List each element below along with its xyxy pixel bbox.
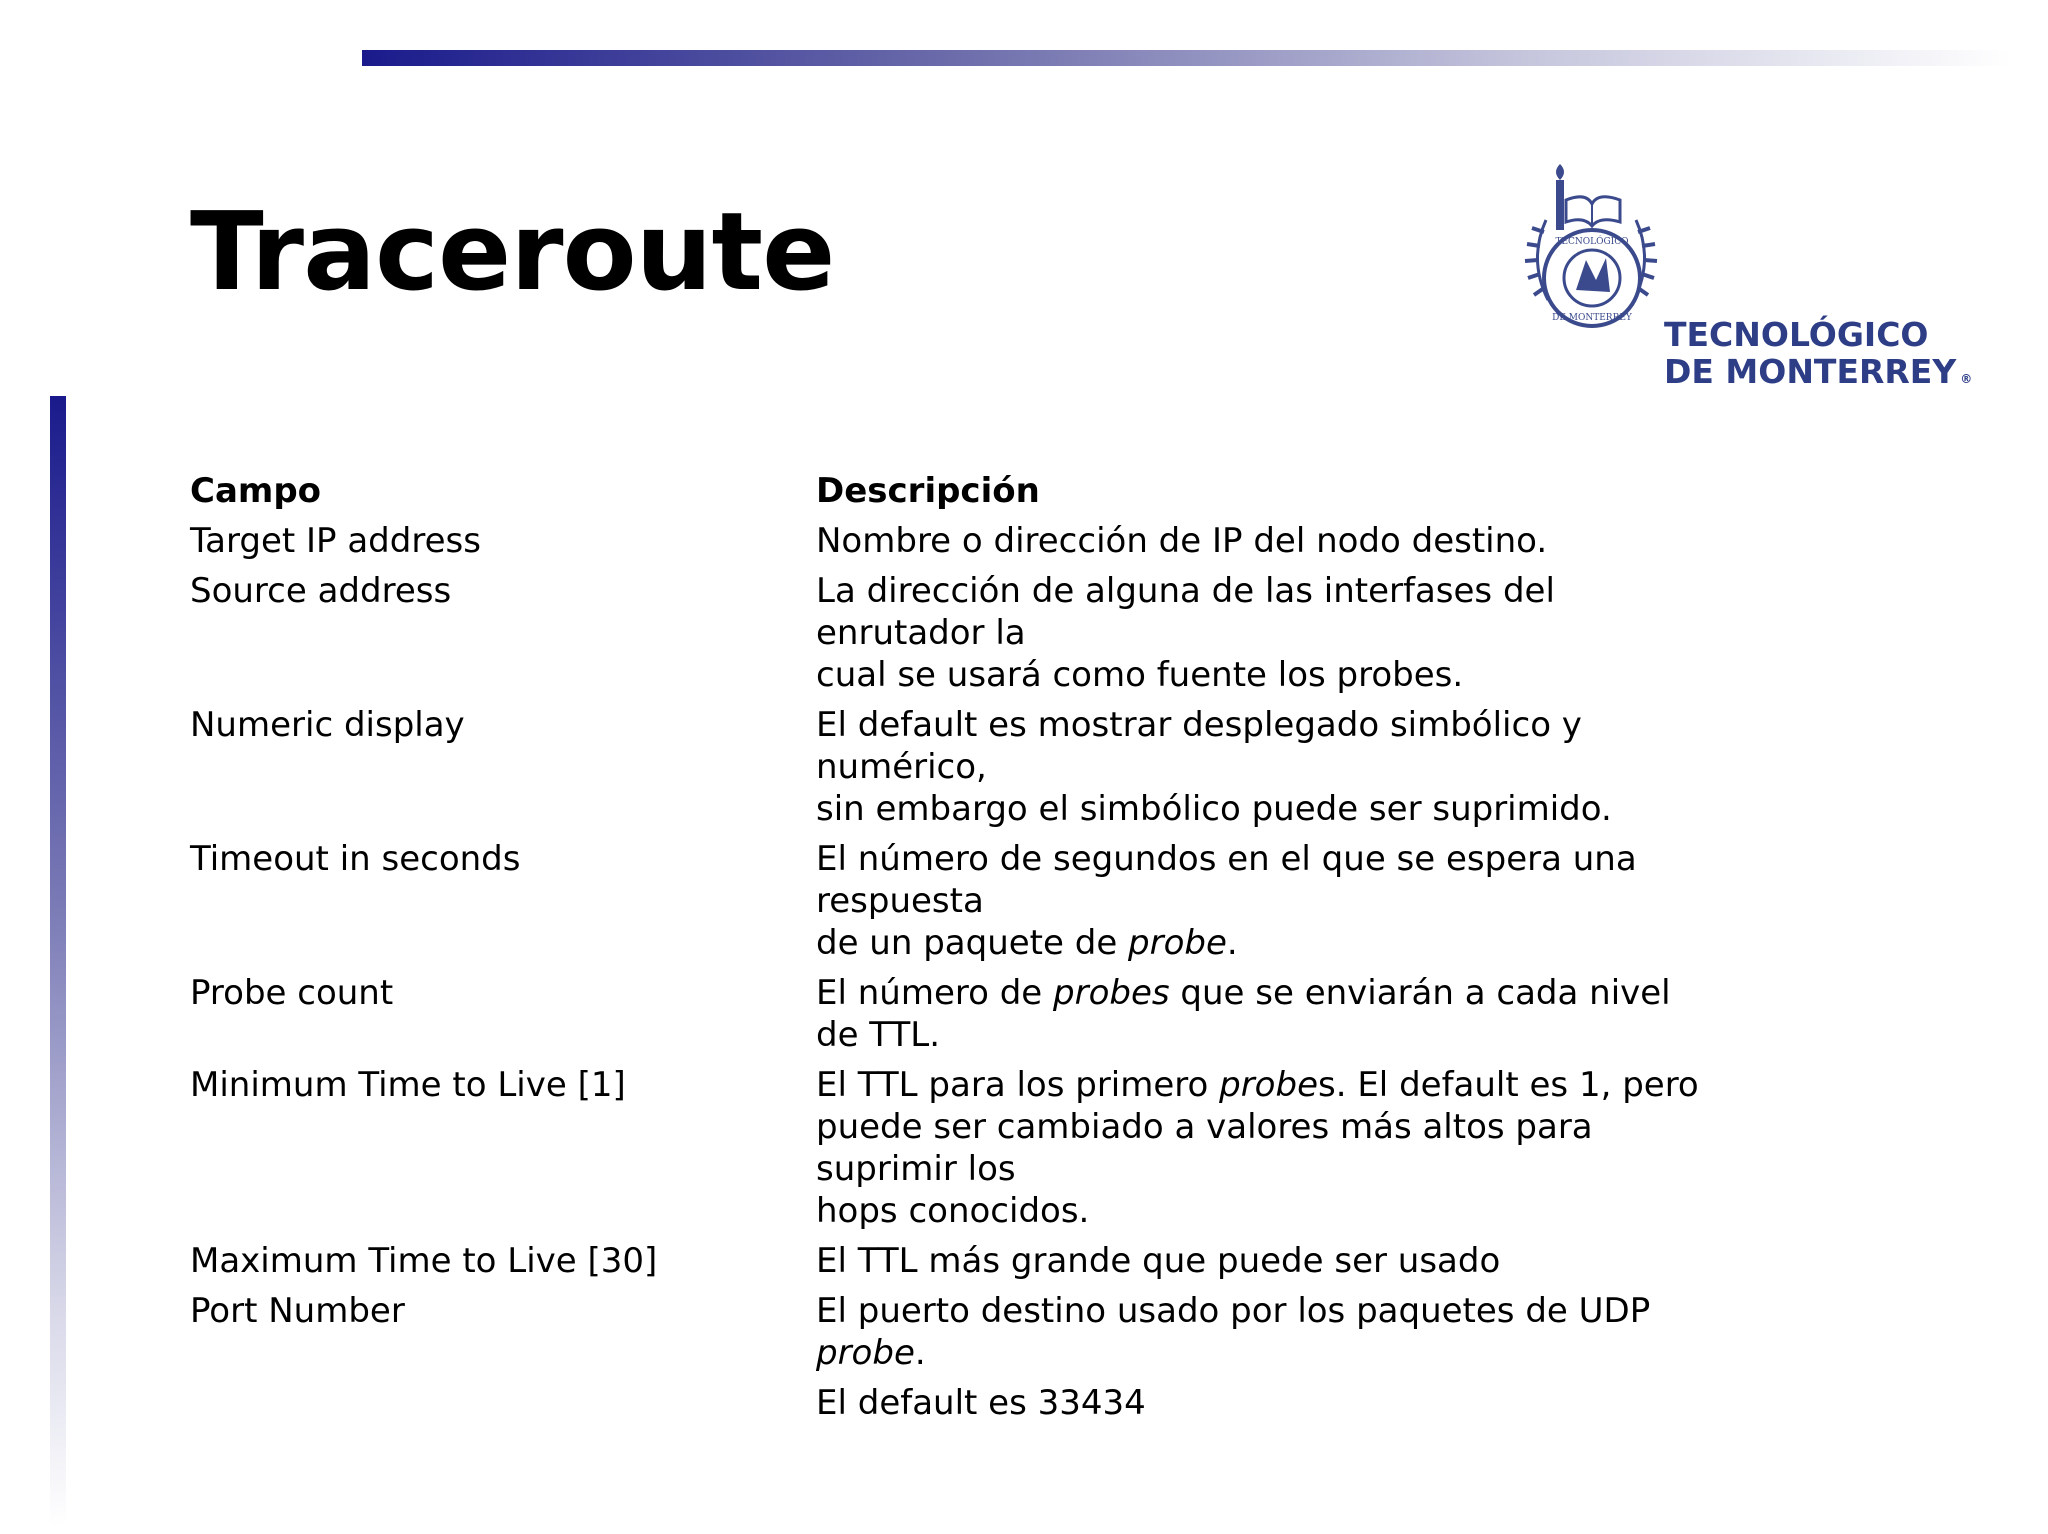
logo-line-2 (1664, 353, 1972, 398)
field-description (816, 704, 1716, 830)
description-line: cual se usará como fuente los probes. (816, 655, 1464, 695)
table-row (190, 704, 1750, 830)
description-line: Nombre o dirección de IP del nodo destino. (816, 521, 1548, 561)
seal-text: TECNOLÓGICO (1555, 237, 1629, 247)
logo-wordmark (1664, 242, 1972, 472)
table-header-row (190, 470, 1750, 512)
description-line: La dirección de alguna de las interfases del enrutador la (816, 571, 1555, 653)
field-name: Maximum Time to Live [30] (190, 1241, 658, 1281)
table-row (190, 520, 1750, 562)
logo-line-2-text: DE MONTERREY (1664, 352, 1957, 391)
field-name: Source address (190, 571, 452, 611)
field-name: Port Number (190, 1291, 405, 1331)
table-row (190, 1240, 1750, 1282)
registered-mark: ® (1960, 372, 1973, 386)
field-description (816, 520, 1716, 562)
description-line: El TTL para los primero probes. El default es 1, pero (816, 1065, 1699, 1105)
slide-title: Traceroute (190, 190, 835, 315)
description-line: El TTL más grande que puede ser usado (816, 1241, 1501, 1281)
field-name (190, 1382, 816, 1424)
description-line: hops conocidos. (816, 1191, 1090, 1231)
header-campo: Campo (190, 471, 322, 511)
field-name: Numeric display (190, 705, 465, 745)
field-description (816, 1382, 1716, 1424)
description-line: de un paquete de probe. (816, 923, 1238, 963)
field-description-table (190, 470, 1750, 1432)
field-name: Timeout in seconds (190, 839, 521, 879)
logo-line-1: TECNOLÓGICO (1664, 315, 1929, 354)
tec-monterrey-logo (1516, 160, 1986, 391)
top-accent-bar (362, 50, 2012, 66)
field-description (816, 972, 1716, 1056)
table-row (190, 1064, 1750, 1232)
description-line: El puerto destino usado por los paquetes de UDP probe. (816, 1291, 1651, 1373)
field-name: Probe count (190, 973, 394, 1013)
field-description (816, 838, 1716, 964)
seal-icon (1516, 160, 1666, 340)
side-accent-bar (50, 396, 66, 1526)
field-name: Target IP address (190, 521, 481, 561)
field-description (816, 1064, 1716, 1232)
description-line: El default es 33434 (816, 1383, 1146, 1423)
field-description (816, 1240, 1716, 1282)
field-description (816, 1290, 1716, 1374)
table-row (190, 1290, 1750, 1374)
header-descripcion: Descripción (816, 471, 1040, 511)
description-line: El default es mostrar desplegado simbólico y numérico, (816, 705, 1582, 787)
description-line: puede ser cambiado a valores más altos para suprimir los (816, 1107, 1593, 1189)
description-line: sin embargo el simbólico puede ser suprimido. (816, 789, 1612, 829)
field-description (816, 570, 1716, 696)
svg-text:DE MONTERREY: DE MONTERREY (1552, 313, 1632, 323)
table-row (190, 972, 1750, 1056)
description-line: El número de probes que se enviarán a cada nivel de TTL. (816, 973, 1671, 1055)
table-row (190, 838, 1750, 964)
description-line: El número de segundos en el que se espera una respuesta (816, 839, 1637, 921)
field-name: Minimum Time to Live [1] (190, 1065, 626, 1105)
table-body (190, 520, 1750, 1424)
table-row (190, 570, 1750, 696)
table-row (190, 1382, 1750, 1424)
